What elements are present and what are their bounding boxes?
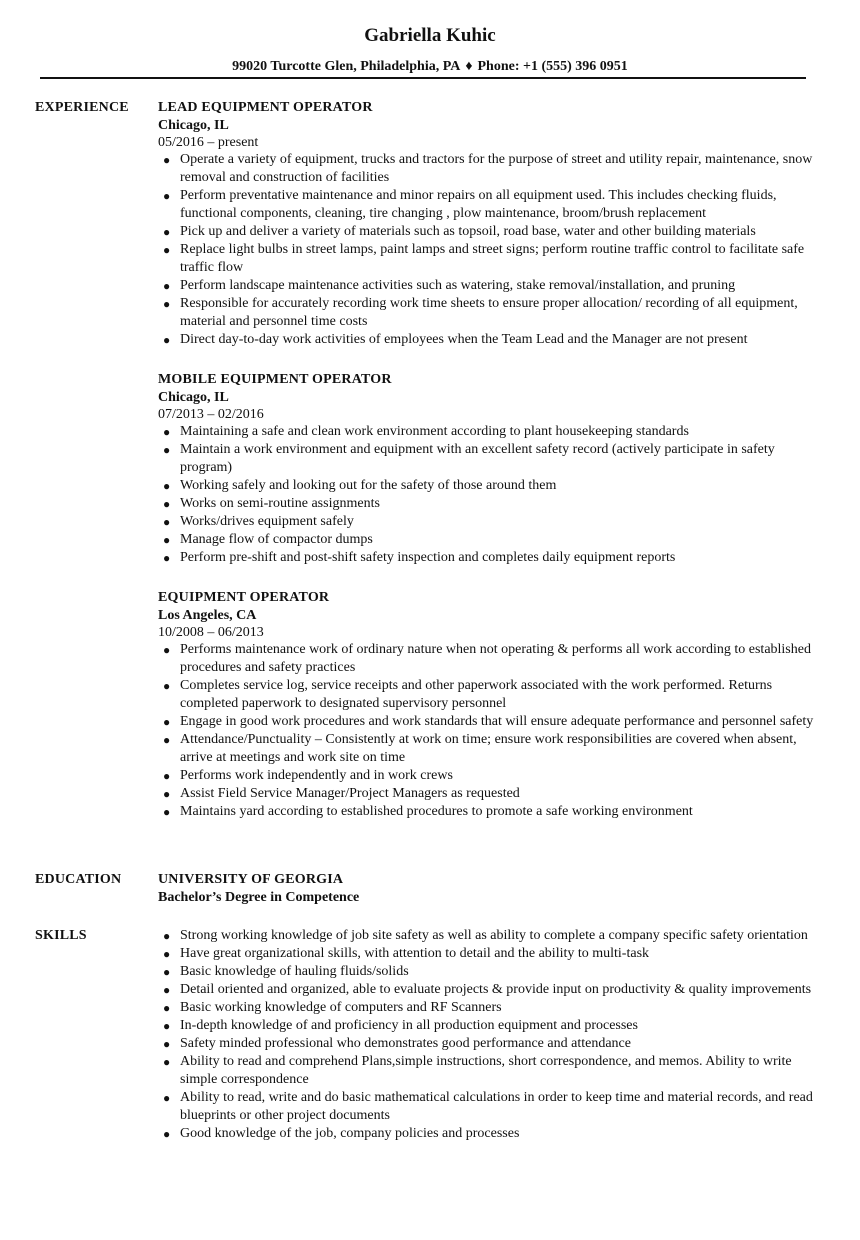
address: 99020 Turcotte Glen, Philadelphia, PA [232, 59, 461, 74]
bullet-icon: ● [163, 153, 171, 167]
list-item [158, 999, 818, 1017]
bullet-text: Perform landscape maintenance activities such as watering, stake removal/installation, and pruning [180, 278, 736, 293]
bullet-icon: ● [163, 279, 171, 293]
skill-text: In-depth knowledge of and proficiency in all production equipment and processes [180, 1018, 638, 1033]
bullet-text: Works on semi-routine assignments [180, 496, 380, 511]
bullet-icon: ● [163, 189, 171, 203]
list-item [158, 331, 818, 349]
bullet-text: Engage in good work procedures and work standards that will ensure adequate performance and personnel safety [180, 714, 814, 729]
bullet-icon: ● [163, 1019, 171, 1033]
list-item [158, 549, 818, 567]
bullet-icon: ● [163, 225, 171, 239]
bullet-icon: ● [163, 297, 171, 311]
list-item [158, 423, 818, 441]
bullet-icon: ● [163, 425, 171, 439]
job-location: Chicago, IL [158, 118, 229, 133]
job-entry [158, 99, 818, 349]
list-item [158, 981, 818, 999]
bullet-icon: ● [163, 515, 171, 529]
list-item [158, 295, 818, 331]
bullet-icon: ● [163, 643, 171, 657]
bullet-text: Direct day-to-day work activities of employees when the Team Lead and the Manager are not present [180, 332, 748, 347]
list-item [158, 785, 818, 803]
list-item [158, 803, 818, 821]
bullet-text: Maintains yard according to established procedures to promote a safe working environment [180, 804, 693, 819]
job-bullets [158, 423, 818, 567]
bullet-text: Performs work independently and in work crews [180, 768, 453, 783]
bullet-text: Working safely and looking out for the safety of those around them [180, 478, 557, 493]
bullet-text: Replace light bulbs in street lamps, paint lamps and street signs; perform routine traffic control to facilitate safe traffic flow [180, 242, 805, 275]
skill-text: Detail oriented and organized, able to evaluate projects & provide input on productivity & quality improvements [180, 982, 812, 997]
list-item [158, 495, 818, 513]
phone: Phone: +1 (555) 396 0951 [477, 59, 628, 74]
job-entry [158, 371, 818, 567]
bullet-icon: ● [163, 787, 171, 801]
bullet-text: Assist Field Service Manager/Project Managers as requested [180, 786, 520, 801]
list-item [158, 151, 818, 187]
diamond-separator-icon: ♦ [465, 59, 473, 74]
job-dates: 05/2016 – present [158, 135, 259, 150]
list-item [158, 223, 818, 241]
list-item [158, 1053, 818, 1089]
bullet-icon: ● [163, 679, 171, 693]
list-item [158, 731, 818, 767]
list-item [158, 531, 818, 549]
list-item [158, 441, 818, 477]
job-title: EQUIPMENT OPERATOR [158, 590, 330, 605]
section-title-education: EDUCATION [35, 872, 122, 887]
list-item [158, 1017, 818, 1035]
bullet-text: Works/drives equipment safely [180, 514, 354, 529]
job-dates: 07/2013 – 02/2016 [158, 407, 264, 422]
job-entry [158, 589, 818, 821]
bullet-icon: ● [163, 983, 171, 997]
list-item [158, 767, 818, 785]
bullet-icon: ● [163, 769, 171, 783]
skill-text: Basic working knowledge of computers and RF Scanners [180, 1000, 502, 1015]
list-item [158, 1035, 818, 1053]
bullet-icon: ● [163, 479, 171, 493]
list-item [158, 241, 818, 277]
job-location: Chicago, IL [158, 390, 229, 405]
skill-text: Basic knowledge of hauling fluids/solids [180, 964, 409, 979]
skill-text: Safety minded professional who demonstrates good performance and attendance [180, 1036, 631, 1051]
skill-text: Good knowledge of the job, company policies and processes [180, 1126, 520, 1141]
bullet-text: Attendance/Punctuality – Consistently at work on time; ensure work responsibilities are covered when absent, arrive at meetings and work site on time [180, 732, 797, 765]
header-divider [40, 77, 806, 79]
bullet-icon: ● [163, 551, 171, 565]
bullet-icon: ● [163, 1091, 171, 1105]
bullet-icon: ● [163, 805, 171, 819]
bullet-text: Maintaining a safe and clean work environment according to plant housekeeping standards [180, 424, 689, 439]
experience-body [158, 99, 818, 843]
bullet-text: Manage flow of compactor dumps [180, 532, 373, 547]
bullet-text: Maintain a work environment and equipment with an excellent safety record (actively participate in safety program) [180, 442, 775, 475]
section-title-skills: SKILLS [35, 928, 87, 943]
bullet-icon: ● [163, 533, 171, 547]
list-item [158, 187, 818, 223]
list-item [158, 927, 818, 945]
bullet-text: Performs maintenance work of ordinary nature when not operating & performs all work according to established procedures and safety practices [180, 642, 811, 675]
job-dates: 10/2008 – 06/2013 [158, 625, 264, 640]
list-item [158, 1125, 818, 1143]
list-item [158, 713, 818, 731]
bullet-icon: ● [163, 1037, 171, 1051]
bullet-text: Responsible for accurately recording work time sheets to ensure proper allocation/ recording of all equipment, material and personnel time costs [180, 296, 798, 329]
bullet-text: Completes service log, service receipts and other paperwork associated with the work performed. Returns completed paperwork to designated supervisory personnel [180, 678, 773, 711]
section-title-experience: EXPERIENCE [35, 100, 129, 115]
list-item [158, 277, 818, 295]
job-location: Los Angeles, CA [158, 608, 257, 623]
skills-body [158, 927, 818, 1143]
job-title: MOBILE EQUIPMENT OPERATOR [158, 372, 392, 387]
list-item [158, 963, 818, 981]
list-item [158, 641, 818, 677]
bullet-text: Operate a variety of equipment, trucks and tractors for the purpose of street and utility repair, maintenance, snow removal and construction of facilities [180, 152, 813, 185]
bullet-icon: ● [163, 1001, 171, 1015]
list-item [158, 677, 818, 713]
education-body [158, 871, 818, 907]
bullet-icon: ● [163, 1127, 171, 1141]
job-bullets [158, 151, 818, 349]
degree: Bachelor’s Degree in Competence [158, 890, 360, 905]
job-bullets [158, 641, 818, 821]
bullet-icon: ● [163, 443, 171, 457]
skill-text: Have great organizational skills, with attention to detail and the ability to multi-task [180, 946, 650, 961]
job-title: LEAD EQUIPMENT OPERATOR [158, 100, 373, 115]
skill-text: Ability to read, write and do basic mathematical calculations in order to keep time and material records, and read blueprints or other project documents [180, 1090, 813, 1123]
bullet-icon: ● [163, 497, 171, 511]
resume-name: Gabriella Kuhic [364, 25, 496, 46]
list-item [158, 513, 818, 531]
bullet-icon: ● [163, 965, 171, 979]
bullet-icon: ● [163, 715, 171, 729]
bullet-icon: ● [163, 733, 171, 747]
bullet-icon: ● [163, 1055, 171, 1069]
skills-list [158, 927, 818, 1143]
bullet-text: Perform preventative maintenance and minor repairs on all equipment used. This includes checking fluids, functional components, cleaning, tire changing , plow maintenance, broom/brush replacement [180, 188, 777, 221]
bullet-text: Perform pre-shift and post-shift safety inspection and completes daily equipment reports [180, 550, 676, 565]
bullet-icon: ● [163, 947, 171, 961]
list-item [158, 477, 818, 495]
bullet-icon: ● [163, 243, 171, 257]
skill-text: Ability to read and comprehend Plans,simple instructions, short correspondence, and memos. Ability to write simple correspondence [180, 1054, 792, 1087]
bullet-icon: ● [163, 333, 171, 347]
list-item [158, 945, 818, 963]
bullet-icon: ● [163, 929, 171, 943]
bullet-text: Pick up and deliver a variety of materials such as topsoil, road base, water and other building materials [180, 224, 756, 239]
contact-line [0, 58, 860, 76]
school-name: UNIVERSITY OF GEORGIA [158, 872, 344, 887]
list-item [158, 1089, 818, 1125]
skill-text: Strong working knowledge of job site safety as well as ability to complete a company specific safety orientation [180, 928, 808, 943]
